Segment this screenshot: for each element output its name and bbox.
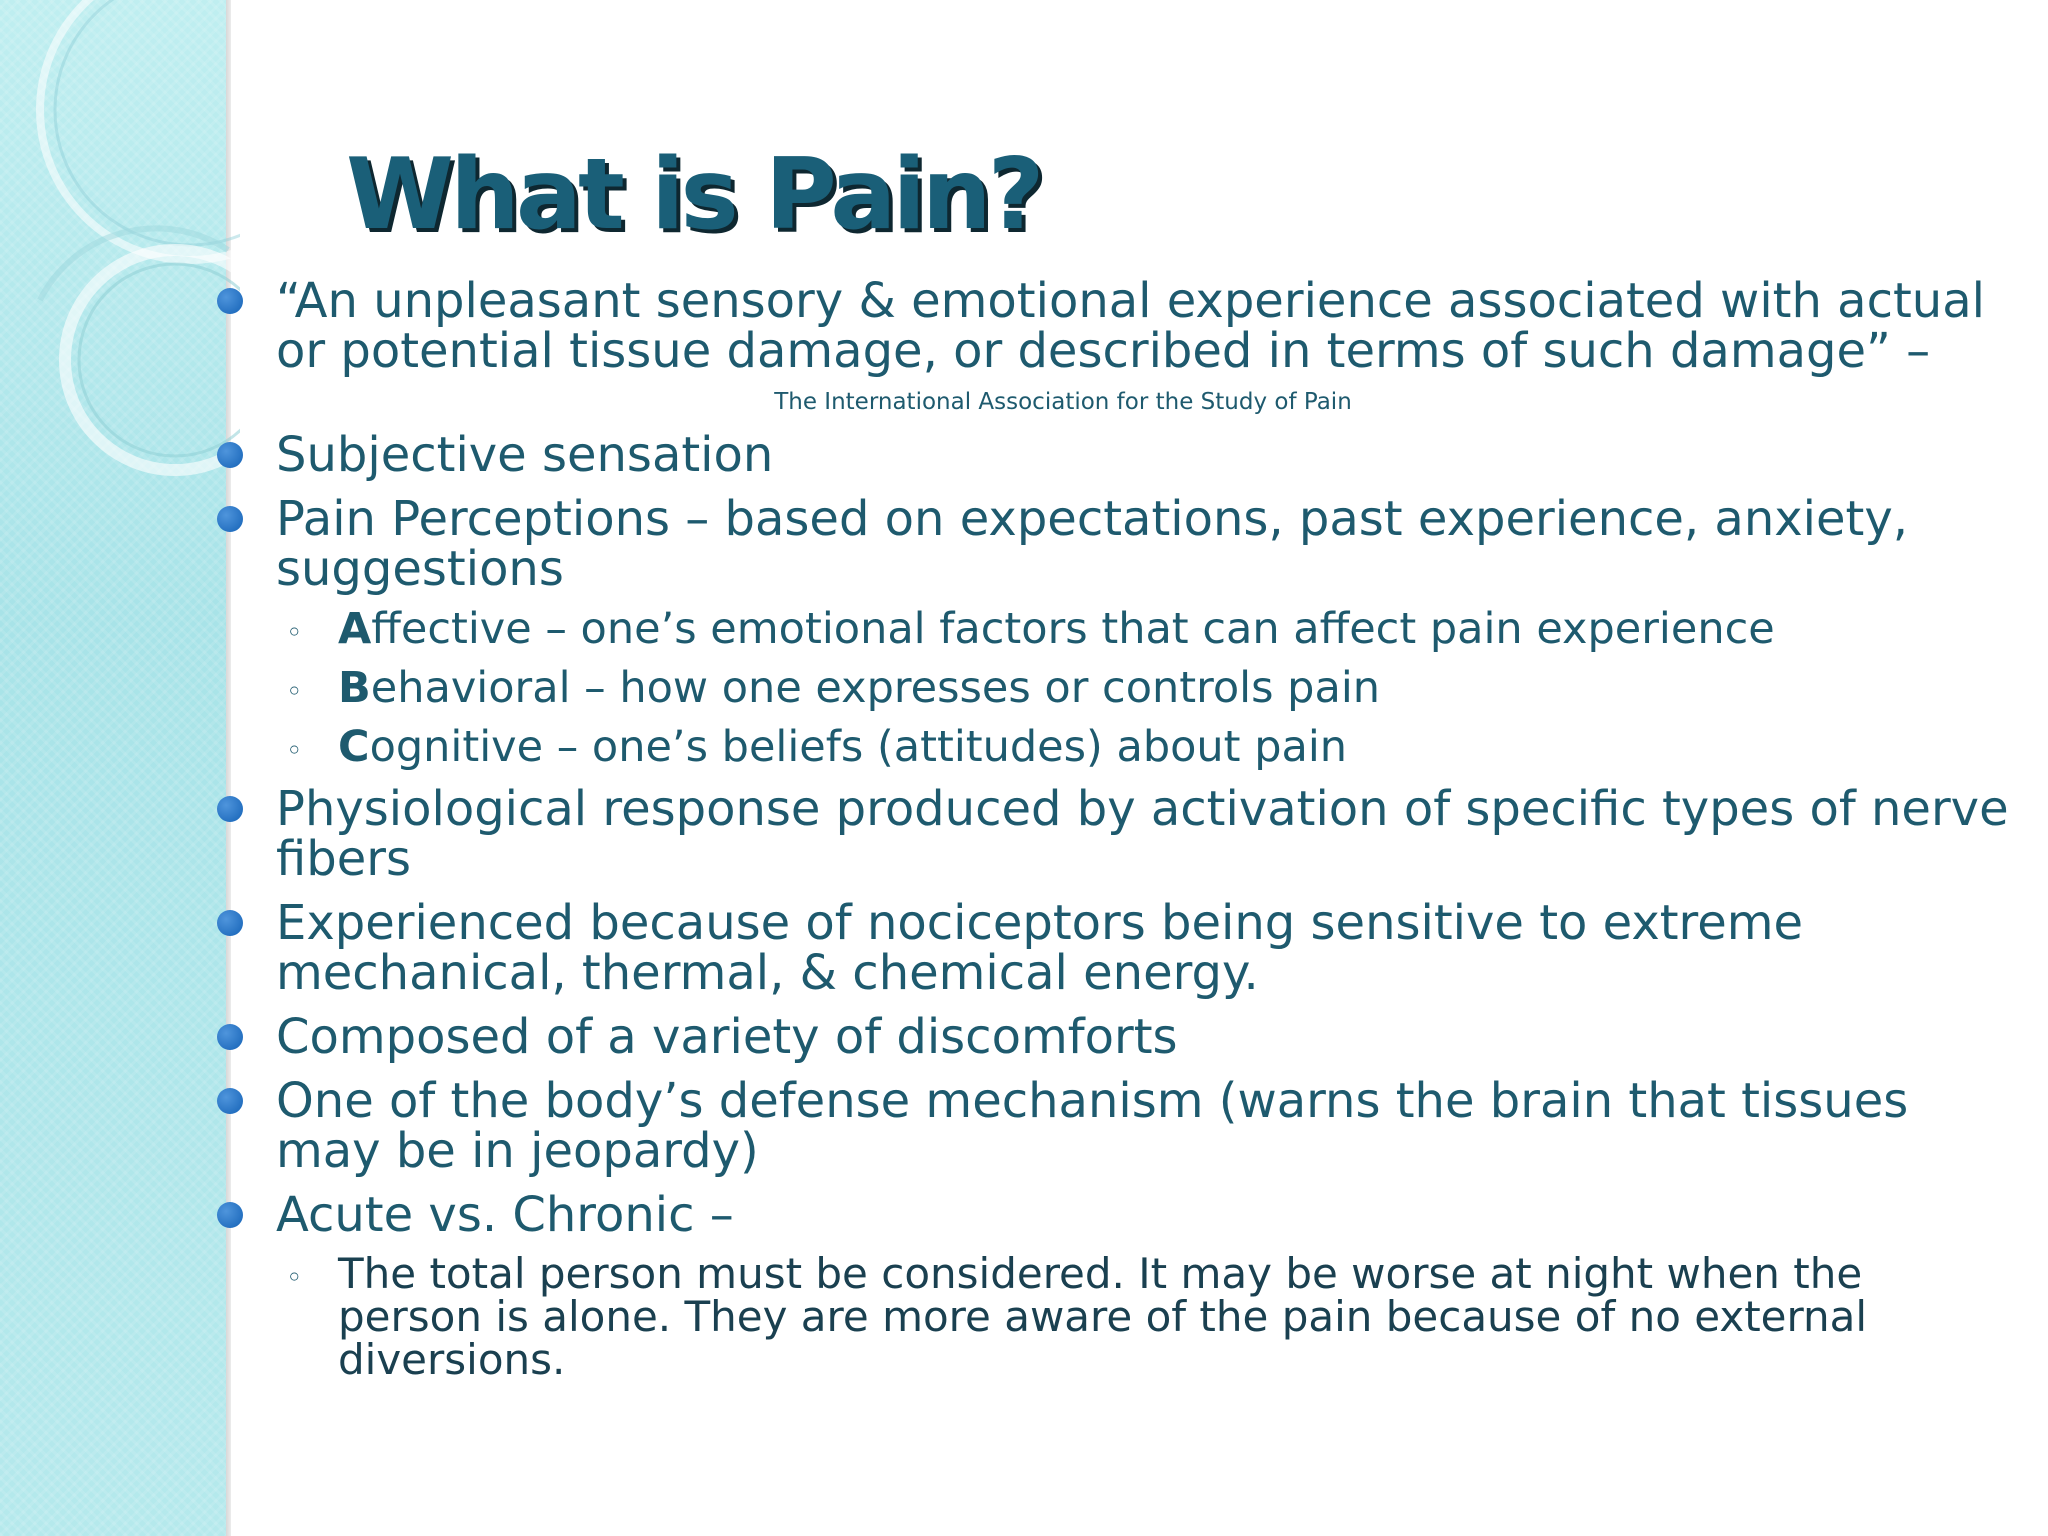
acute-chronic-sublist xyxy=(276,1249,2010,1384)
bullet-text: One of the body’s defense mechanism (warns the brain that tissues may be in jeopardy) xyxy=(276,1073,1909,1179)
bullet-text: Acute vs. Chronic – xyxy=(276,1187,734,1243)
subitem-affective xyxy=(276,606,2010,652)
subitem-text: The total person must be considered. It may be worse at night when the person is alone. They are more aware of the pain because of no external diversions. xyxy=(338,1249,1868,1384)
subitem-text: ognitive – one’s beliefs (attitudes) about pain xyxy=(369,722,1348,772)
quote-source: The International Association for the Study of Pain xyxy=(774,389,1352,415)
bullet-defense xyxy=(230,1073,2010,1179)
bullet-text: Experienced because of nociceptors being sensitive to extreme mechanical, thermal, & chemical energy. xyxy=(276,895,1804,1001)
ring-bullet-icon: ◦ xyxy=(286,1261,303,1294)
bullet-dot-icon xyxy=(217,796,243,822)
bullet-dot-icon xyxy=(217,288,243,314)
bullet-dot-icon xyxy=(217,506,243,532)
slide-title: What is Pain? xyxy=(346,138,1041,252)
bullet-subjective xyxy=(230,427,2010,483)
bullet-dot-icon xyxy=(217,910,243,936)
subitem-cognitive xyxy=(276,724,2010,770)
content-area xyxy=(230,0,2048,1536)
bullet-physiological xyxy=(230,781,2010,887)
subitem-text: ffective – one’s emotional factors that can affect pain experience xyxy=(371,604,1775,654)
ring-bullet-icon: ◦ xyxy=(286,616,303,649)
perceptions-sublist xyxy=(276,606,2010,770)
bullet-discomforts xyxy=(230,1009,2010,1065)
bullet-text: Physiological response produced by activation of specific types of nerve fibers xyxy=(276,781,2009,887)
bullet-text: Subjective sensation xyxy=(276,427,774,483)
bullet-dot-icon xyxy=(217,1088,243,1114)
bullet-text: Composed of a variety of discomforts xyxy=(276,1009,1178,1065)
bullet-dot-icon xyxy=(217,1202,243,1228)
bullet-text: Pain Perceptions – based on expectations, past experience, anxiety, suggestions xyxy=(276,491,1909,597)
bullet-acute-chronic xyxy=(230,1187,2010,1384)
bullet-list xyxy=(230,273,2010,1395)
subitem-total-person xyxy=(276,1249,2010,1384)
bullet-text: “An unpleasant sensory & emotional experience associated with actual or potential tissue damage, or described in terms of such damage” – xyxy=(276,273,1985,379)
bullet-dot-icon xyxy=(217,1024,243,1050)
bullet-nociceptors xyxy=(230,895,2010,1001)
lead-letter: A xyxy=(338,604,372,654)
bullet-dot-icon xyxy=(217,442,243,468)
ring-bullet-icon: ◦ xyxy=(286,675,303,708)
decorative-rings xyxy=(0,0,240,520)
subitem-text: ehavioral – how one expresses or controls pain xyxy=(370,663,1381,713)
lead-letter: B xyxy=(338,663,371,713)
subitem-behavioral xyxy=(276,665,2010,711)
lead-letter: C xyxy=(338,722,370,772)
ring-bullet-icon: ◦ xyxy=(286,734,303,767)
bullet-definition xyxy=(230,273,2010,416)
bullet-perceptions xyxy=(230,491,2010,772)
